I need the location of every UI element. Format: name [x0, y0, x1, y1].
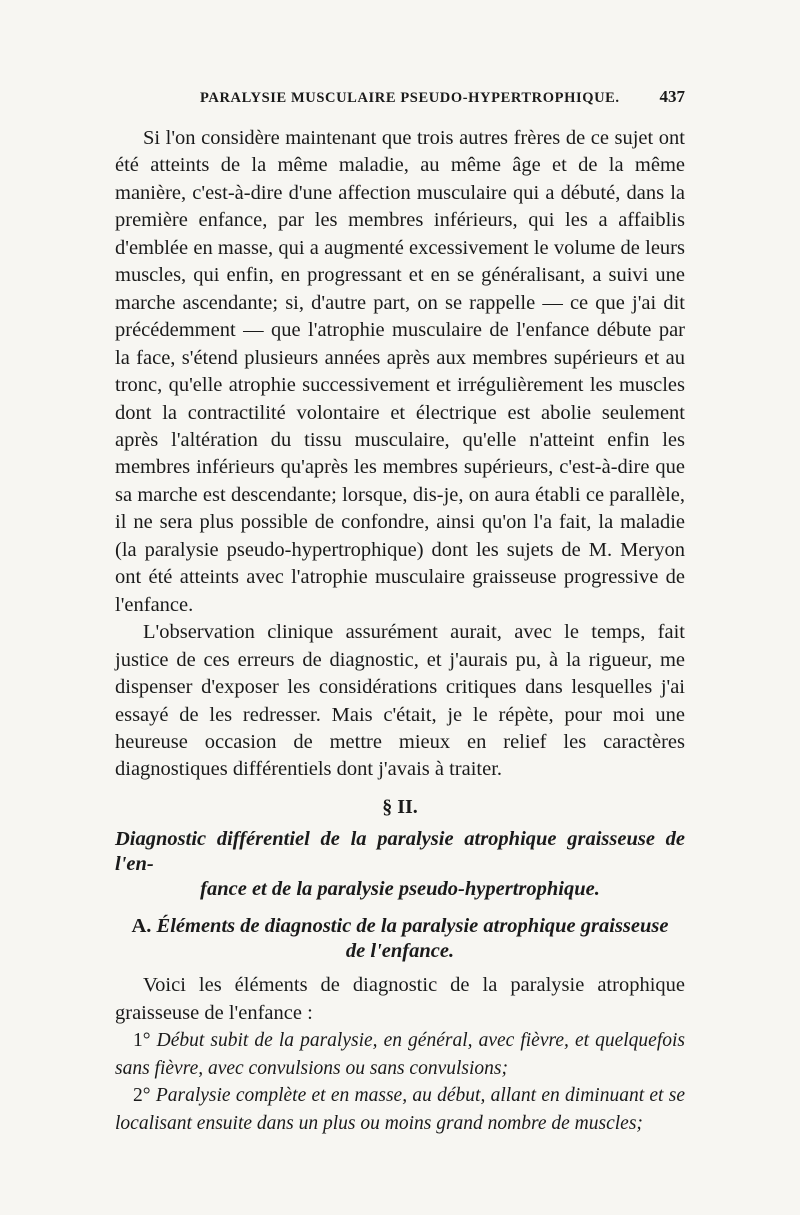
- list-item-2-text: Paralysie complète et en masse, au début, allant en diminuant et se localisant ensuite dans un plus ou moins grand nombre de muscles;: [115, 1085, 685, 1134]
- list-item-2-number: 2°: [133, 1085, 151, 1107]
- section-title: § II.: [382, 795, 418, 818]
- page-number: 437: [659, 87, 685, 106]
- subsection-a-marker: A.: [131, 915, 152, 938]
- subsection-a-text: Éléments de diagnostic de la paralysie atrophique graisseuse: [156, 915, 669, 938]
- list-item-1: [115, 1027, 685, 1082]
- running-title: PARALYSIE MUSCULAIRE PSEUDO-HYPERTROPHIQUE.: [200, 90, 620, 106]
- body-text: [115, 125, 685, 1137]
- subsection-a-heading: [115, 914, 685, 964]
- paragraph-3: Voici les éléments de diagnostic de la paralysie atrophique graisseuse de l'enfance :: [115, 974, 685, 1024]
- subheading-line-2: fance et de la paralysie pseudo-hypertrophique.: [200, 878, 600, 901]
- list-item-1-number: 1°: [133, 1030, 151, 1052]
- paragraph-2: L'observation clinique assurément aurait, avec le temps, fait justice de ces erreurs de diagnostic, et j'aurais pu, à la rigueur, me dispenser d'exposer les considérations critiques dans lesquelles j'ai essayé de les redresser. Mais c'était, je le répète, pour moi une heureuse occasion de mettre mieux en relief les caractères diagnostiques différentiels dont j'avais à traiter.: [115, 621, 685, 781]
- paragraph-1: Si l'on considère maintenant que trois autres frères de ce sujet ont été atteints de la même maladie, au même âge et de la même manière, c'est-à-dire d'une affection musculaire qui a débuté, dans la première enfance, par les membres inférieurs, qui les a affaiblis d'emblée en masse, qui a augmenté excessivement le volume de leurs muscles, qui enfin, en progressant et en se généralisant, a suivi une marche ascendante; si, d'autre part, on se rappelle — ce que j'ai dit précédemment — que l'atrophie musculaire de l'enfance débute par la face, s'étend plusieurs années après aux membres supérieurs et au tronc, qu'elle atrophie successivement et irrégulièrement les muscles dont la contractilité volontaire et électrique est abolie seulement après l'altération du tissu musculaire, qu'elle n'atteint enfin les membres inférieurs qu'après les membres supérieurs, c'est-à-dire que sa marche est descendante; lorsque, dis-je, on aura établi ce parallèle, il ne sera plus possible de confondre, ainsi qu'on l'a fait, la maladie (la paralysie pseudo-hypertrophique) dont les sujets de M. Meryon ont été atteints avec l'atrophie musculaire graisseuse progressive de l'enfance.: [115, 127, 685, 616]
- section-subheading: [115, 827, 685, 902]
- subsection-a-text-2: de l'enfance.: [345, 940, 455, 963]
- list-item-1-text: Début subit de la paralysie, en général, avec fièvre, et quelquefois sans fièvre, avec convulsions ou sans convulsions;: [115, 1030, 685, 1079]
- subheading-line-1: Diagnostic différentiel de la paralysie atrophique graisseuse de l'en-: [115, 828, 685, 876]
- list-item-2: [115, 1082, 685, 1137]
